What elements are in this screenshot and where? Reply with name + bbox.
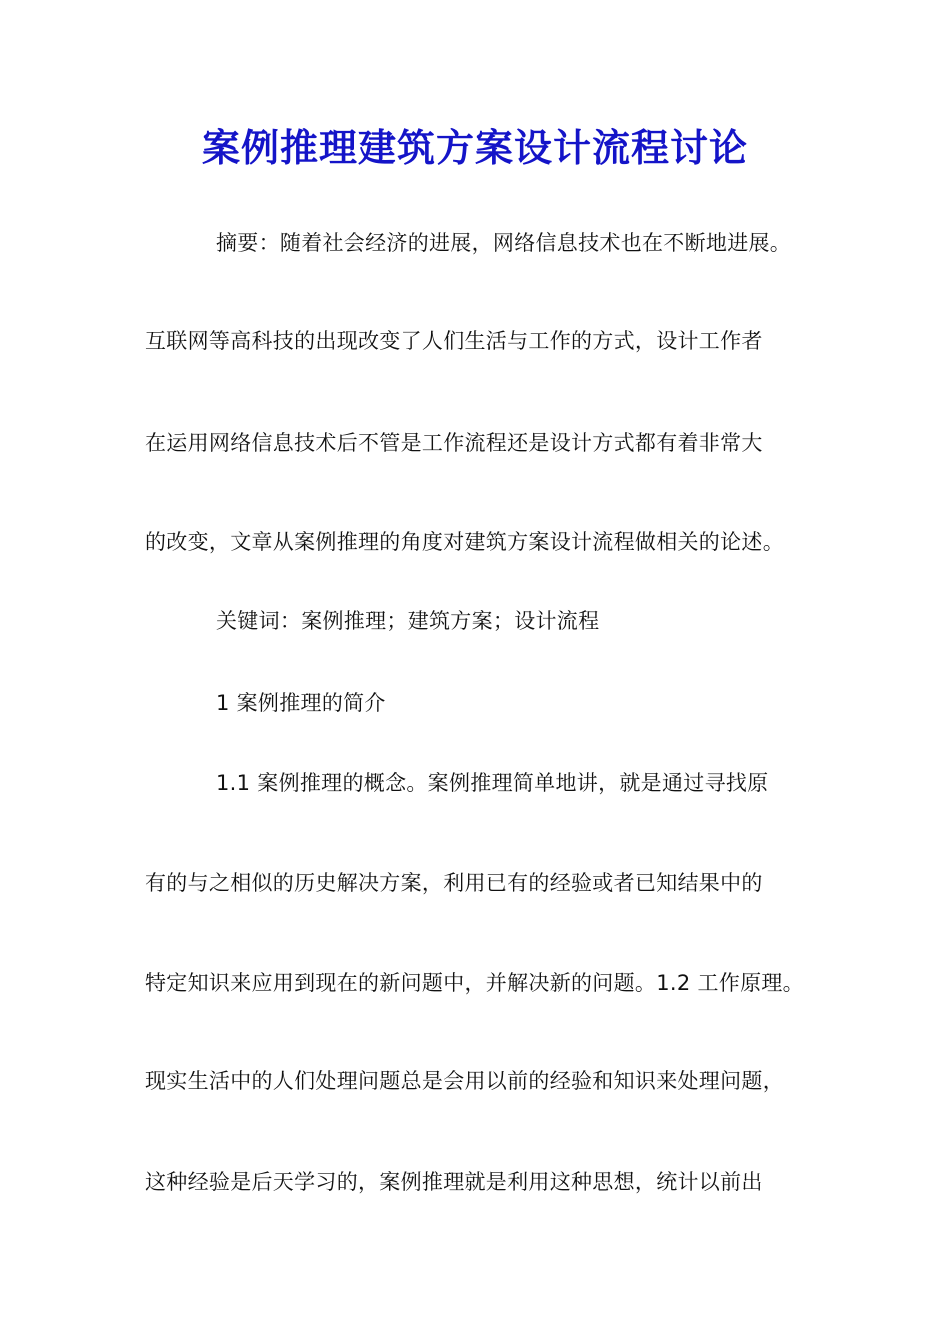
body-line-5: 这种经验是后天学习的，案例推理就是利用这种思想，统计以前出 <box>145 1170 763 1194</box>
abstract-line-3: 在运用网络信息技术后不管是工作流程还是设计方式都有着非常大 <box>145 431 763 455</box>
document-title: 案例推理建筑方案设计流程讨论 <box>201 125 748 170</box>
body-line-1: 1.1 案例推理的概念。案例推理简单地讲，就是通过寻找原 <box>216 771 769 795</box>
body-line-2: 有的与之相似的历史解决方案，利用已有的经验或者已知结果中的 <box>145 871 763 895</box>
keywords-line: 关键词：案例推理；建筑方案；设计流程 <box>216 609 600 633</box>
abstract-line-2: 互联网等高科技的出现改变了人们生活与工作的方式，设计工作者 <box>145 329 763 353</box>
body-line-3: 特定知识来应用到现在的新问题中，并解决新的问题。1.2 工作原理。 <box>145 971 804 995</box>
body-line-4: 现实生活中的人们处理问题总是会用以前的经验和知识来处理问题， <box>145 1069 784 1093</box>
abstract-line-4: 的改变，文章从案例推理的角度对建筑方案设计流程做相关的论述。 <box>145 530 784 554</box>
section-heading-1: 1 案例推理的简介 <box>216 691 386 715</box>
abstract-line-1: 摘要：随着社会经济的进展，网络信息技术也在不断地进展。 <box>216 231 792 255</box>
